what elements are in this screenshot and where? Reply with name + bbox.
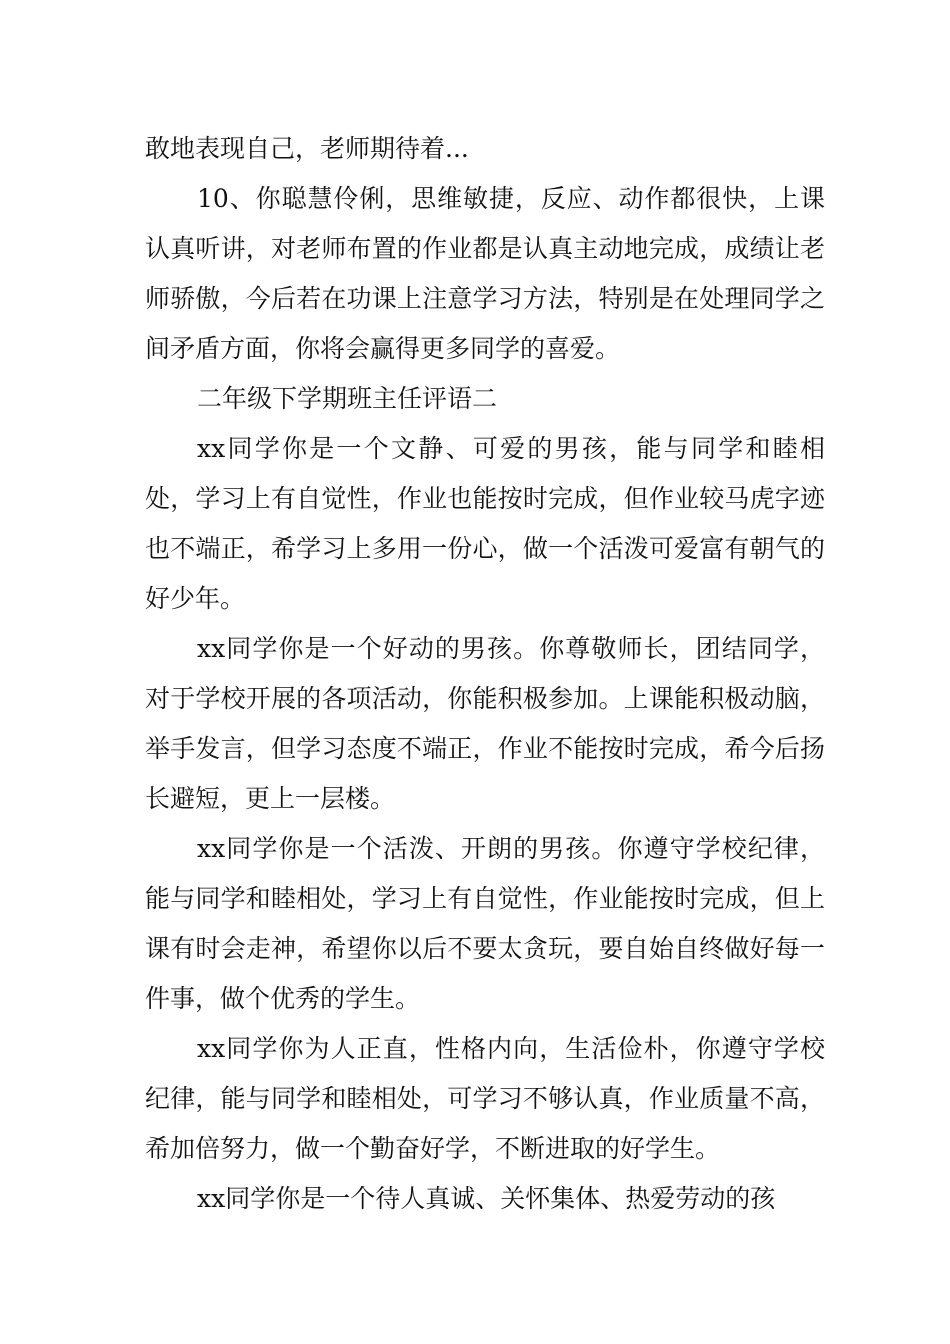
- paragraph: xx同学你是一个待人真诚、关怀集体、热爱劳动的孩: [197, 1184, 776, 1213]
- paragraph: xx同学你是一个文静、可爱的男孩，能与同学和睦相处，学习上有自觉性，作业也能按时完成，但作业较马虎字迹也不端正，希学习上多用一份心，做一个活泼可爱富有朝气的好少年。: [145, 434, 825, 613]
- document-body: [145, 124, 825, 1224]
- section-heading: 二年级下学期班主任评语二: [197, 384, 498, 413]
- paragraph: xx同学你是一个活泼、开朗的男孩。你遵守学校纪律，能与同学和睦相处，学习上有自觉性，作业能按时完成，但上课有时会走神，希望你以后不要太贪玩，要自始自终做好每一件事，做个优秀的学生。: [145, 834, 825, 1013]
- paragraph: 敢地表现自己，老师期待着...: [145, 134, 469, 163]
- paragraph: 10、你聪慧伶俐，思维敏捷，反应、动作都很快，上课认真听讲，对老师布置的作业都是认真主动地完成，成绩让老师骄傲，今后若在功课上注意学习方法，特别是在处理同学之间矛盾方面，你将会赢得更多同学的喜爱。: [145, 184, 825, 363]
- paragraph: xx同学你是一个好动的男孩。你尊敬师长，团结同学，对于学校开展的各项活动，你能积极参加。上课能积极动脑，举手发言，但学习态度不端正，作业不能按时完成，希今后扬长避短，更上一层楼。: [145, 634, 825, 813]
- paragraph: xx同学你为人正直，性格内向，生活俭朴，你遵守学校纪律，能与同学和睦相处，可学习不够认真，作业质量不高，希加倍努力，做一个勤奋好学，不断进取的好学生。: [145, 1034, 825, 1163]
